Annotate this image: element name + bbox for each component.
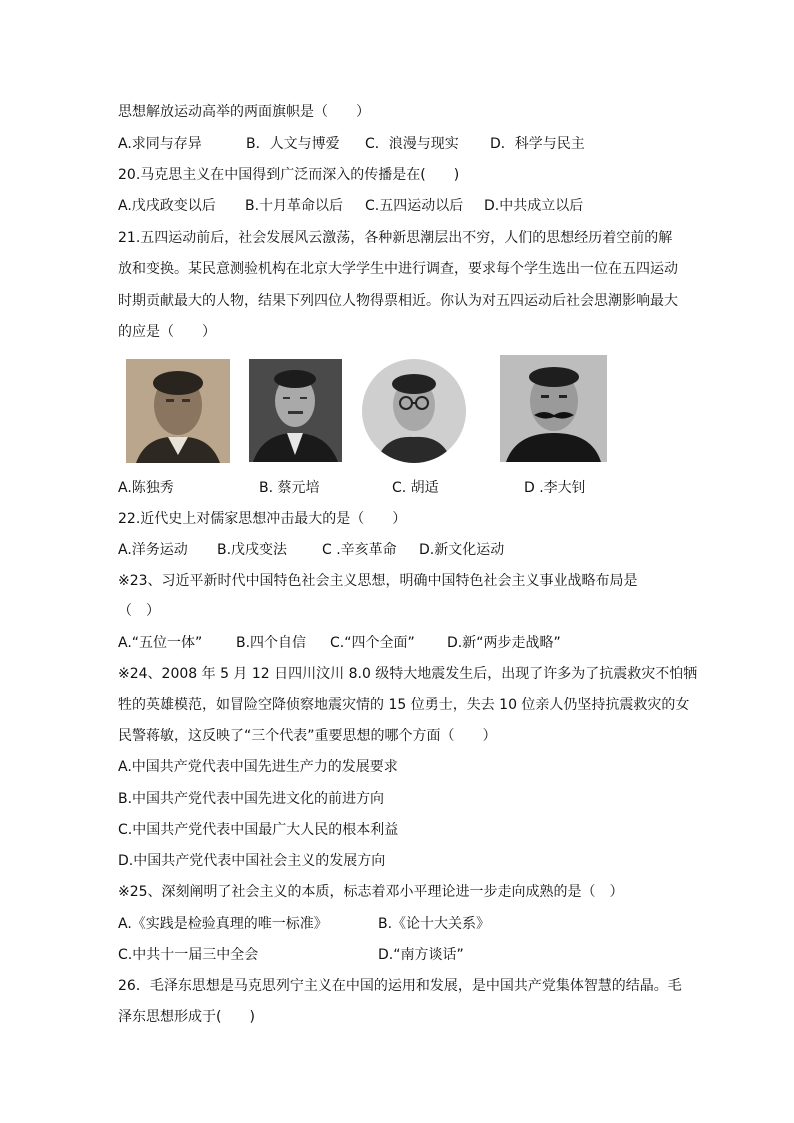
q19-option-b: B．人文与博爱 (246, 136, 340, 152)
portrait-photo-a (126, 359, 230, 463)
q20-option-c: C.五四运动以后 (365, 198, 464, 214)
q24-line-1: ※24、2008 年 5 月 12 日四川汶川 8.0 级特大地震发生后，出现了许多为了抗震救灾不怕牺 (118, 666, 698, 682)
q20-stem: 20.马克思主义在中国得到广泛而深入的传播是在( ) (118, 167, 460, 183)
q21-option-b: B. 蔡元培 (259, 480, 320, 496)
portrait-photo-b (249, 359, 342, 462)
q21-line-2: 放和变换。某民意测验机构在北京大学学生中进行调查，要求每个学生选出一位在五四运动 (118, 261, 678, 277)
q20-option-a: A.戊戌政变以后 (118, 198, 216, 214)
q25-option-d: D.“南方谈话” (378, 947, 464, 963)
q24-option-b: B.中国共产党代表中国先进文化的前进方向 (118, 791, 385, 807)
q24-line-3: 民警蒋敏，这反映了“三个代表”重要思想的哪个方面（ ） (118, 728, 497, 744)
q19-option-d: D．科学与民主 (490, 136, 585, 152)
q21-line-4: 的应是（ ） (118, 324, 216, 340)
q20-option-b: B.十月革命以后 (245, 198, 344, 214)
q20-option-d: D.中共成立以后 (484, 198, 584, 214)
q23-option-c: C.“四个全面” (330, 635, 415, 651)
q21-option-a: A.陈独秀 (118, 480, 174, 496)
q23-line-2: （ ） (118, 603, 160, 619)
q24-line-2: 牲的英雄模范，如冒险空降侦察地震灾情的 15 位勇士，失去 10 位亲人仍坚持抗震救灾的女 (118, 697, 690, 713)
portrait-photo-c (362, 359, 466, 463)
q25-option-c: C.中共十一届三中全会 (118, 947, 259, 963)
q21-line-1: 21.五四运动前后，社会发展风云激荡，各种新思潮层出不穷，人们的思想经历着空前的解 (118, 230, 673, 246)
q24-option-a: A.中国共产党代表中国先进生产力的发展要求 (118, 759, 398, 775)
q19-stem: 思想解放运动高举的两面旗帜是（ ） (118, 104, 370, 120)
q21-option-c: C. 胡适 (392, 480, 439, 496)
q22-option-d: D.新文化运动 (419, 542, 505, 558)
q23-line-1: ※23、习近平新时代中国特色社会主义思想，明确中国特色社会主义事业战略布局是 (118, 573, 638, 589)
q23-option-a: A.“五位一体” (118, 635, 203, 651)
q26-line-2: 泽东思想形成于( ) (118, 1009, 255, 1025)
q19-option-a: A.求同与存异 (118, 136, 202, 152)
q21-option-d: D .李大钊 (524, 480, 586, 496)
q23-option-b: B.四个自信 (236, 635, 307, 651)
q24-option-c: C.中国共产党代表中国最广大人民的根本利益 (118, 822, 399, 838)
q25-option-b: B.《论十大关系》 (378, 916, 491, 932)
portrait-photo-d (500, 355, 607, 462)
q19-option-c: C．浪漫与现实 (365, 136, 459, 152)
q22-option-b: B.戊戌变法 (217, 542, 288, 558)
q22-option-c: C .辛亥革命 (322, 542, 397, 558)
q21-line-3: 时期贡献最大的人物，结果下列四位人物得票相近。你认为对五四运动后社会思潮影响最大 (118, 293, 678, 309)
q22-option-a: A.洋务运动 (118, 542, 188, 558)
q25-option-a: A.《实践是检验真理的唯一标准》 (118, 916, 328, 932)
q23-option-d: D.新“两步走战略” (447, 635, 561, 651)
q26-line-1: 26．毛泽东思想是马克思列宁主义在中国的运用和发展，是中国共产党集体智慧的结晶。毛 (118, 978, 682, 994)
q24-option-d: D.中国共产党代表中国社会主义的发展方向 (118, 853, 386, 869)
q25-stem: ※25、深刻阐明了社会主义的本质，标志着邓小平理论进一步走向成熟的是（ ） (118, 884, 624, 900)
q22-stem: 22.近代史上对儒家思想冲击最大的是（ ） (118, 511, 407, 527)
